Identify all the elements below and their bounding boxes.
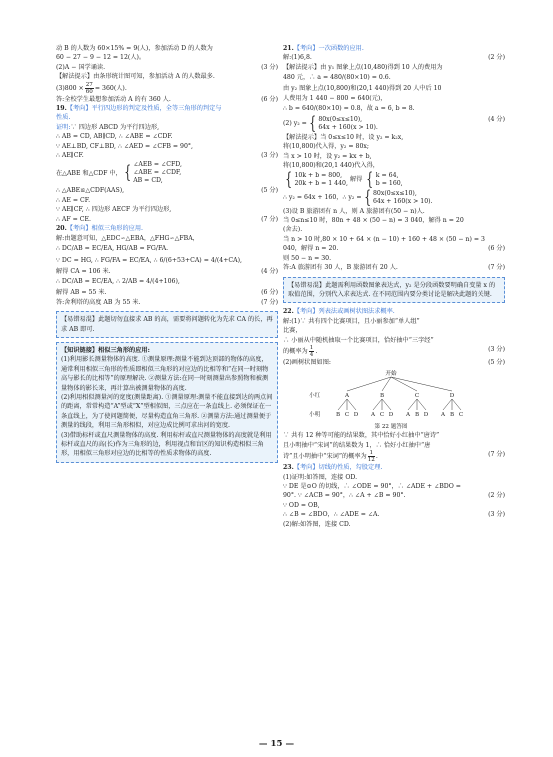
text-line: ∵ DE 是⊙O 的切线，∴ ∠ODE = 90°，∴ ∠ADE + ∠BDO = [283,482,461,490]
text-line: 解得 AB = 55 米. (6 分) [56,289,278,297]
text-line: 将(10,800)和(20,1 440)代入得， [283,162,379,170]
text-line: 480 元，∴ a = 480/(80×10) = 0.6. [283,74,391,82]
tree-branch [408,399,417,410]
text-line: ∴ AE = CF. [56,196,91,204]
tree-branch [417,399,426,410]
error-prone-note: 【易错易混】此题需利用函数图象表达式，y₂ 是分段函数要明确自变量 x 的取值范围，分别代入求表达式. 在不同范围内要分类讨论是解决此题的关键. [283,277,505,304]
tree-branch [373,399,382,410]
question-23-header: 23.【考向】切线的性质，勾股定理. [283,464,383,472]
answer-line: 答:A 旅游团有 30 人，B 旅游团有 20 人. (7 分) [283,264,505,272]
tree-level2-node: B [414,412,420,419]
text-line: 的概率为 $\frac{1}{4}$ . (3 分) [283,344,505,358]
tree-root-label: 开始 [385,371,397,378]
tree-branch [347,377,391,391]
brace: { [309,113,317,135]
right-column [283,44,505,529]
tree-level2-label: 小明 [309,412,321,419]
text-line: 解:由题意可知，△EDC∽△EBA，△FHG∽△FBA， [56,234,199,242]
tree-caption: 第 22 题答图 [374,424,408,431]
text-line: (2)A − 国学诵读. (3 分) [56,63,278,71]
text-line: ∴ 小丽从中随机抽取一个比赛项目，恰好抽中“三字经” [283,336,434,344]
tree-level2-node: D [353,412,359,419]
text-line: ∴ DC/AB = EC/EA, HG/AB = FG/FA. [56,244,169,252]
text-line: ∴ AB = CD, AB∥CD, ∴ ∠ABE = ∠CDF. [56,133,173,141]
tree-level1-label: 小红 [309,393,321,400]
text-line: ∴ △ABE≌△CDF(AAS), (5 分) [56,187,278,195]
tree-level2-node: D [388,412,394,419]
piecewise-line: ∴ y₂ = 64x + 160，∴ y₂ = { 80x(0≤x≤10), 64x + 160(x > 10). [283,186,433,208]
text-line: (2)解:如答图，连接 CD. [283,520,351,528]
text-line: 且小明抽中“宋词”的结果数为 1，∴ 恰好小红抽中“唐 [283,441,431,449]
tree-level2-node: C [379,412,385,419]
text-line: 将(10,800)代入得，y₂ = 80x; [283,143,369,151]
fraction: $\frac{1}{12}$ [367,450,375,464]
text-line: ∵ AE⊥BD, CF⊥BD, ∴ ∠AED = ∠CFB = 90°, [56,142,193,150]
tree-branch [382,399,391,410]
text-line: (2)画树状图如图: (5 分) [283,358,505,366]
text-line: 动 B 的人数为 60×15% = 9(人)，参加活动 D 的人数为 [56,45,213,52]
system-line: { 10k + b = 800, 20k + b = 1 440, 解得 { k = 64, b = 160, [285,168,403,190]
tree-branch [382,377,391,391]
tree-branch [391,377,417,391]
text-line: (1)证明:如答图，连接 OD. [283,473,358,481]
text-line: (3)800 × $\frac{27}{60}$ = 360(人). [56,81,127,95]
tree-branch [338,399,347,410]
text-line: 人费用为 1 440 − 800 = 640(元)， [283,94,387,102]
tree-level1-node: A [344,393,350,400]
fraction: $\frac{1}{4}$ [309,344,314,358]
answer-line: 答:全校学生最想参加活动 A 的有 360 人. (6 分) [56,95,278,103]
text-line: ∴ AE∥CF. (3 分) [56,152,278,160]
tree-level1-node: B [379,393,385,400]
text-line: ∵ 共有 12 种等可能的结果数，其中恰好小红抽中“唐诗” [283,432,440,440]
tree-branch [443,399,452,410]
solution-hint: 【解法提示】由条形统计图可知，参加活动 A 的人数最多. [56,73,215,81]
tree-level2-node: C [344,412,350,419]
question-21-header: 21.【考向】一次函数的应用. [283,45,364,52]
text-line: ∵ OD = OB, [283,501,320,509]
tree-level2-node: A [370,412,376,419]
tree-branch [391,377,452,391]
text-line: (3)设 B 旅游团有 n 人，则 A 旅游团有(50 − n)人. [283,207,425,215]
text-line: ∴ DC/AB = EC/EA, ∴ 2/AB = 4/(4+106), [56,278,180,286]
question-tag-cont: 性质. [56,114,71,122]
text-line: 比赛， [283,327,302,335]
brace: { [124,162,131,184]
solution-hint: 【解法提示】当 0≤x≤10 时，设 y₂ = k₂x, [283,134,404,142]
text-line: ∵ DC = HG, ∴ FG/FA = EC/EA, ∴ 6/(6+53+CA) = 4/(4+CA), [56,256,242,264]
text-line: 当 0≤n≤10 时，80n + 48 × (50 − n) = 3 040，解得 n = 20 [283,217,464,225]
tree-level2-node: A [405,412,411,419]
piecewise-line: (2) y₂ = { 80x(0≤x≤10), 64x + 160(x > 10). (4 分) [283,113,505,135]
text-line: 解:(1)∵ 共有四个比赛项目，且小丽参加“单人组” [283,317,420,325]
tree-level1-node: C [414,393,420,400]
answer-line: 答:舍利塔的高度 AB 为 55 米. (7 分) [56,298,278,306]
text-line: 当 n > 10 时,80 × 10 + 64 × (n − 10) + 160 + 48 × (50 − n) = 3 [283,235,485,243]
knowledge-link-box: 【知识链接】相似三角形的应用: (1)利用影长测量物体的高度. ①测量原理:测量不能到达顶部的物体的高度，通常利用相似三角形的性质即相似三角形的对应边的比相等和“在同一时刻物高与影长的比相等”的原理解决. ②测量方法:在同一时刻测量出参照物和被测量物体的影长来，再计算出被测量物体的高度. (2)利用相似测量河的宽度(测量距离). ①测量原理:测量不能直接到达的两点间的距离，常常构造“A”型或“X”型相似图，三点应在一条直线上. 必须保证在一条直线上，为了使问题简便，尽量构造直角三角形. ②测量方法:通过测量便于测量的线段，利用三角形相似，对应边成比例可求出河的宽度. (3)借助标杆或直尺测量物体的高度. 利用标杆或直尺测量物体的高度就是利用标杆或直尺的高(长)作为三角形的边，利用视点和盲区的知识构造相似三角形，用相似三角形对应边的比相等的性质求物体的高度. [56,342,278,463]
text-line: ∴ AF = CE. (7 分) [56,215,278,223]
text-line: ∴ b = 640/(80×10) = 0.8，故 a = 6, b = 8. [283,105,415,113]
text-line: 则 50 − n = 30. [283,254,332,262]
question-19-header: 19.【考向】平行四边形的判定及性质，全等三角形的判定与 [56,105,222,113]
fraction: $\frac{27}{60}$ [85,81,93,95]
tree-level2-node: D [423,412,429,419]
text-line: 040，解得 n = 20. (6 分) [283,245,505,253]
text-line: 60 − 27 − 9 − 12 = 12(人)。 [56,54,146,62]
solution-hint: 【解法提示】由 y₁ 图象上点(10,480)得到 10 人的费用为 [283,63,443,71]
tree-level2-node: B [449,412,455,419]
text-line: ∵ AE∥CF, ∴ 四边形 AECF 为平行四边形, [56,206,172,214]
text-line: 诗”且小明抽中“宋词”的概率为 $\frac{1}{12}$ . (7 分) [283,450,505,464]
text-line: ∴ ∠B = ∠BDO，∴ ∠ADE = ∠A. (3 分) [283,511,505,519]
tree-level1-node: D [449,393,455,400]
text-line: (舍去). [283,226,303,234]
tree-branch [347,399,356,410]
tree-level2-node: A [440,412,446,419]
text-line: 由 y₂ 图象上点(10,800)和(20,1 440)得到 20 人中后 10 [283,85,442,93]
tree-level2-node: B [335,412,341,419]
tree-branch [452,399,461,410]
page-number: — 15 — [258,739,295,749]
tree-diagram [307,369,477,431]
text-line: 解得 CA = 106 米. (4 分) [56,267,278,275]
text-line: 当 x > 10 时，设 y₂ = kx + b, [283,152,372,160]
system-line: 在△ABE 和△CDF 中， { ∠AEB = ∠CFD, ∠ABE = ∠CDF, AB = CD, [56,161,182,185]
left-column [56,44,278,467]
error-prone-note: 【易错易混】此题切勿直接求 AB 的高，需要将问题转化为先求 CA 的长，再求 AB 即可. [56,311,278,338]
text-line: 解:(1)6,8. (2 分) [283,54,505,62]
text-line: 证明:∵ 四边形 ABCD 为平行四边形, [56,123,160,131]
text-line: 90°. ∵ ∠ACB = 90°，∴ ∠A + ∠B = 90°. (2 分) [283,492,505,500]
question-20-header: 20.【考向】相似三角形的应用. [56,225,143,233]
tree-level2-node: C [458,412,464,419]
question-22-header: 22.【考向】列表法或画树状图法求概率. [283,308,395,316]
